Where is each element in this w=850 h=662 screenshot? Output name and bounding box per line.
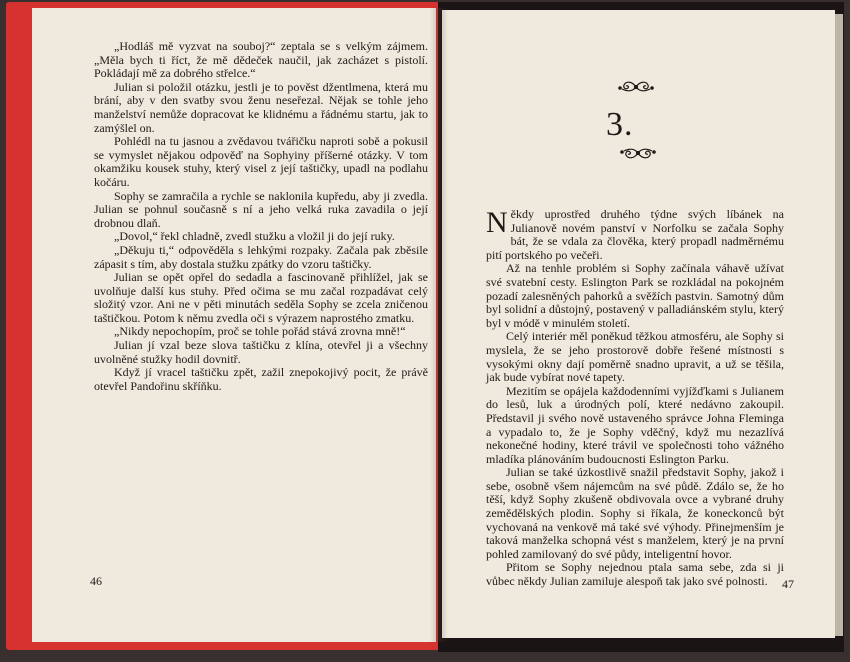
book-gutter: [430, 8, 448, 642]
paragraph: Celý interiér měl poněkud těžkou atmosféru, ale Sophy si myslela, že se jeho prostorově dobře řešené místnosti s vysokými okny dají poměrně snadno upravit, a už se těšila, jak bude vybírat nové tapety.: [486, 329, 784, 385]
paragraph: „Dovol,“ řekl chladně, zvedl stužku a vložil ji do její ruky.: [114, 229, 395, 244]
right-page-text: [486, 208, 784, 589]
paragraph: Pohlédl na tu jasnou a zvědavou tvářičku naproti sobě a pokusil se vymyslet nějakou odpověď na Sophyiny příšerné otázky. V tom okamžiku kousek stuhy, který visel z její taštičky, upadl na podlahu kočáru.: [94, 134, 428, 189]
paragraph: Julian si položil otázku, jestli je to pověst džentlmena, která mu brání, aby v den svatby svou ženu neseřezal. Nějak se tohle jeho manželství nemůže dopracovat ke klidnému a řádnému startu, jak to zamýšlel on.: [94, 79, 428, 135]
first-paragraph: [486, 208, 784, 262]
page-edges: [835, 14, 843, 636]
paragraph: Přitom se Sophy nejednou ptala sama sebe, zda si ji vůbec někdy Julian zamiluje alespoň tak jako své polnosti.: [486, 560, 784, 589]
left-page-text: [94, 40, 428, 393]
paragraph: Julian jí vzal beze slova taštičku z klína, otevřel ji a všechny uvolněné stužky hodil dovnitř.: [94, 338, 428, 366]
paragraph: Když jí vracel taštičku zpět, zažil znepokojivý pocit, že právě otevřel Pandořinu skříňku.: [94, 365, 428, 393]
page-number-right: 47: [782, 577, 794, 591]
paragraph: Až na tenhle problém si Sophy začínala váhavě užívat své svatební cesty. Eslington Park se rozkládal na pokojném pozadí zalesněných pahorků a svěžích pastvin. Samotný dům byl solidní a důstojný, postavený v palladiánském stylu, který byl v módě v minulém století.: [486, 261, 784, 330]
chapter-number: 3.: [606, 106, 634, 143]
first-paragraph-text: ěkdy uprostřed druhého týdne svých líbánek na Julianově novém panství v Norfolku se začala Sophy bát, že se vdala za člověka, který propadl nadměrnému pití portského po večeři.: [486, 207, 784, 262]
paragraph: Sophy se zamračila a rychle se naklonila kupředu, aby ji zvedla. Julian se pohnul současně s ní a jeho velká ruka zavadila o její drobnou dlaň.: [94, 188, 428, 230]
drop-cap: N: [486, 206, 508, 239]
paragraph: „Hodláš mě vyzvat na souboj?“ zeptala se s velkým zájmem. „Měla bych ti říct, že mě dědeček naučil, jak zacházet s pistolí. Pokládají mě za dobrého střelce.“: [94, 39, 428, 81]
left-page: [32, 8, 436, 642]
ornament-flourish-top-icon: [618, 80, 654, 94]
ornament-flourish-bottom-icon: [620, 146, 656, 160]
page-number-left: 46: [90, 574, 102, 588]
paragraph: „Nikdy nepochopím, proč se tohle pořád stává zrovna mně!“: [114, 324, 406, 339]
paragraph: Julian se také úzkostlivě snažil představit Sophy, jakož i sebe, osobně všem nájemcům na své půdě. Zdálo se, že ho těší, když Sophy zkušeně obdivovala ovce a vybrané druhy zemědělských plodin. Sophy si říkala, že koneckonců být vychovaná na venkově má také své výhody. Přinejmenším je taková manželka schopná vést s manželem, který je na první pohled zamilovaný do své půdy, inteligentní hovor.: [486, 465, 784, 561]
paragraph: Julian se opět opřel do sedadla a fascinovaně přihlížel, jak se uvolňuje další kus stuhy. Před očima se mu začal rozpadávat celý složitý vzor. Ani ne v pěti minutách seděla Sophy se zcela zničenou taštičkou. Potom k němu zvedla oči s výrazem naprostého zmatku.: [94, 270, 428, 325]
right-page: [442, 10, 835, 638]
paragraph: Mezitím se opájela každodenními vyjížďkami s Julianem do lesů, luk a úrodných polí, které nedávno zakoupil. Představil ji svého nově ustaveného správce Johna Fleminga a vypadalo to, že je Sophy vděčný, když mu nezazlívá nekonečné hodiny, které trávil ve společnosti toho vážného mladíka plánováním budoucnosti Eslington Parku.: [486, 383, 784, 466]
paragraph: „Děkuju ti,“ odpověděla s lehkými rozpaky. Začala pak zběsile zápasit s tím, aby dostala stužku zpátky do vzoru taštičky.: [94, 242, 428, 271]
